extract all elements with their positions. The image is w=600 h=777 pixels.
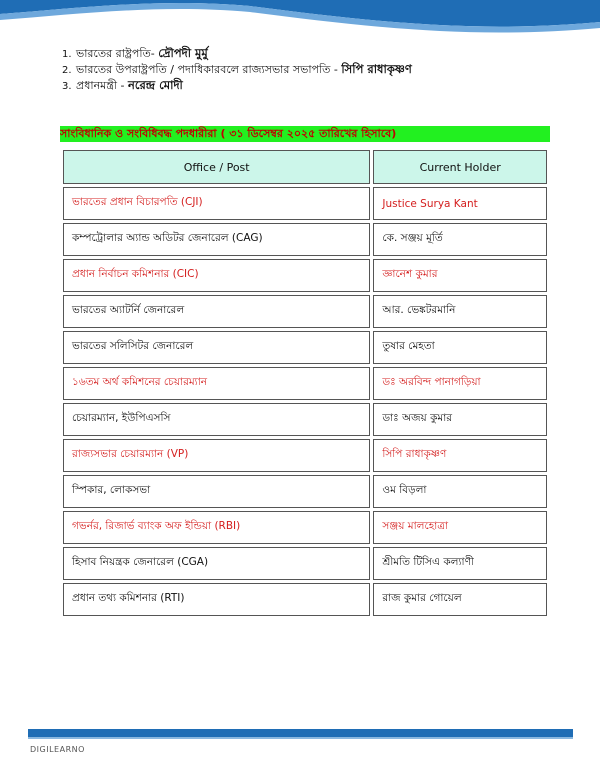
intro-item	[62, 78, 412, 94]
section-heading: সাংবিধানিক ও সংবিধিবদ্ধ পদধারীরা ( ৩১ ডিসেম্বর ২০২৫ তারিখের হিসাবে)	[60, 126, 550, 142]
table-row	[63, 475, 547, 508]
table-row	[63, 367, 547, 400]
office-cell: গভর্নর, রিজার্ভ ব্যাংক অফ ইন্ডিয়া (RBI)	[63, 511, 370, 544]
footer-brand: DIGILEARNO	[30, 745, 85, 754]
holder-cell: রাজ কুমার গোয়েল	[373, 583, 547, 616]
footer-bar-accent	[28, 737, 573, 739]
footer-bar	[28, 729, 573, 737]
table-row	[63, 403, 547, 436]
intro-item-number: 3.	[62, 81, 72, 92]
office-cell: চেয়ারম্যান, ইউপিএসসি	[63, 403, 370, 436]
office-cell: ভারতের প্রধান বিচারপতি (CJI)	[63, 187, 370, 220]
office-cell: ভারতের সলিসিটর জেনারেল	[63, 331, 370, 364]
intro-item-name: সিপি রাধাকৃষ্ণণ	[341, 62, 412, 76]
holder-cell: ওম বিড়লা	[373, 475, 547, 508]
holder-cell: Justice Surya Kant	[373, 187, 547, 220]
office-holders-table	[60, 147, 550, 619]
table-row	[63, 187, 547, 220]
table-row	[63, 223, 547, 256]
table-row	[63, 295, 547, 328]
table-row	[63, 331, 547, 364]
holder-cell: সিপি রাধাকৃষ্ণণ	[373, 439, 547, 472]
office-cell: ১৬তম অর্থ কমিশনের চেয়ারম্যান	[63, 367, 370, 400]
intro-item	[62, 62, 412, 78]
intro-item-name: নরেন্দ্র মোদী	[128, 78, 183, 92]
top-banner-decoration	[0, 0, 600, 40]
column-header-holder: Current Holder	[373, 150, 547, 184]
table-row	[63, 583, 547, 616]
table-row	[63, 259, 547, 292]
office-cell: প্রধান তথ্য কমিশনার (RTI)	[63, 583, 370, 616]
holder-cell: আর. ভেঙ্কটরমানি	[373, 295, 547, 328]
office-cell: হিসাব নিয়ন্ত্রক জেনারেল (CGA)	[63, 547, 370, 580]
holder-cell: কে. সঞ্জয় মূর্তি	[373, 223, 547, 256]
office-cell: ভারতের অ্যাটর্নি জেনারেল	[63, 295, 370, 328]
office-cell: কম্পট্রোলার অ্যান্ড অডিটর জেনারেল (CAG)	[63, 223, 370, 256]
intro-item-name: দ্রৌপদী মুর্মু	[158, 46, 208, 60]
intro-item-label: প্রধানমন্ত্রী -	[76, 79, 128, 92]
table-row	[63, 439, 547, 472]
office-cell: রাজ্যসভার চেয়ারম্যান (VP)	[63, 439, 370, 472]
office-cell: স্পিকার, লোকসভা	[63, 475, 370, 508]
table-row	[63, 511, 547, 544]
table-row	[63, 547, 547, 580]
office-cell: প্রধান নির্বাচন কমিশনার (CIC)	[63, 259, 370, 292]
intro-item	[62, 46, 412, 62]
intro-item-number: 2.	[62, 65, 72, 76]
intro-list	[62, 46, 412, 94]
column-header-office: Office / Post	[63, 150, 370, 184]
holder-cell: সঞ্জয় মালহোত্রা	[373, 511, 547, 544]
intro-item-label: ভারতের উপরাষ্ট্রপতি / পদাধিকারবলে রাজ্যসভার সভাপতি -	[76, 63, 342, 76]
intro-item-number: 1.	[62, 49, 72, 60]
holder-cell: জ্ঞানেশ কুমার	[373, 259, 547, 292]
intro-item-label: ভারতের রাষ্ট্রপতি-	[76, 47, 159, 60]
holder-cell: তুষার মেহতা	[373, 331, 547, 364]
holder-cell: শ্রীমতি টিসিএ কল্যাণী	[373, 547, 547, 580]
holder-cell: ডঃ অরবিন্দ পানাগড়িয়া	[373, 367, 547, 400]
table-header-row	[63, 150, 547, 184]
holder-cell: ডাঃ অজয় কুমার	[373, 403, 547, 436]
